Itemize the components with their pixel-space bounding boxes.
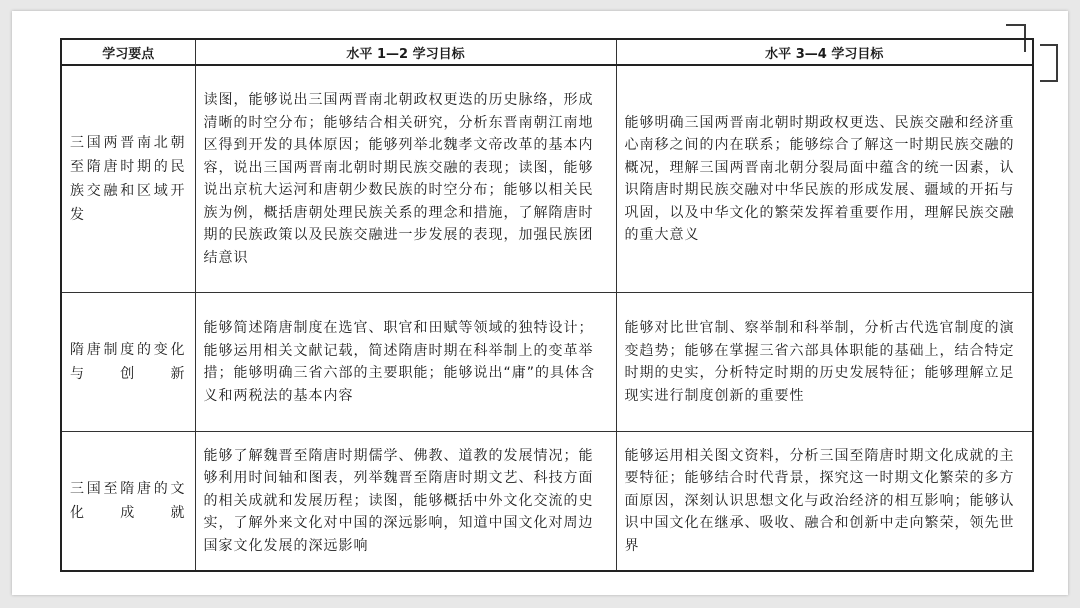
- learning-objectives-table: [60, 38, 1034, 572]
- row-level-1-2: 能够简述隋唐制度在选官、职官和田赋等领域的独特设计；能够运用相关文献记载，简述隋唐时期在科举制上的变革举措；能够明确三省六部的主要职能；能够说出“庸”的具体含义和两税法的基本内容: [195, 293, 616, 432]
- row-level-3-4: 能够对比世官制、察举制和科举制，分析古代选官制度的演变趋势；能够在掌握三省六部具体职能的基础上，结合特定时期的史实，分析特定时期的历史发展特征；能够理解立足现实进行制度创新的重要性: [616, 293, 1033, 432]
- row-topic: 隋唐制度的变化与创新: [61, 293, 195, 432]
- table-row: [61, 432, 1033, 572]
- row-level-1-2: 读图，能够说出三国两晋南北朝政权更迭的历史脉络，形成清晰的时空分布；能够结合相关研究，分析东晋南朝江南地区得到开发的具体原因；能够列举北魏孝文帝改革的基本内容，说出三国两晋南北朝时期民族交融的表现；读图，能够说出京杭大运河和唐朝少数民族的时空分布；能够以相关民族为例，概括唐朝处理民族关系的理念和措施，了解隋唐时期的民族政策以及民族交融进一步发展的表现，加强民族团结意识: [195, 65, 616, 293]
- table-header-row: [61, 39, 1033, 65]
- row-level-3-4: 能够明确三国两晋南北朝时期政权更迭、民族交融和经济重心南移之间的内在联系；能够综合了解这一时期民族交融的概况，理解三国两晋南北朝分裂局面中蕴含的统一因素，认识隋唐时期民族交融对中华民族的形成发展、疆域的开拓与巩固，以及中华文化的繁荣发挥着重要作用，理解民族交融的重大意义: [616, 65, 1033, 293]
- header-key-points: 学习要点: [61, 39, 195, 65]
- table-row: [61, 65, 1033, 293]
- row-level-3-4: 能够运用相关图文资料，分析三国至隋唐时期文化成就的主要特征；能够结合时代背景，探究这一时期文化繁荣的多方面原因，深刻认识思想文化与政治经济的相互影响；能够认识中国文化在继承、吸收、融合和创新中走向繁荣，领先世界: [616, 432, 1033, 572]
- table-row: [61, 293, 1033, 432]
- header-level-3-4: 水平 3—4 学习目标: [616, 39, 1033, 65]
- row-level-1-2: 能够了解魏晋至隋唐时期儒学、佛教、道教的发展情况；能够利用时间轴和图表，列举魏晋至隋唐时期文艺、科技方面的相关成就和发展历程；读图，能够概括中外文化交流的史实，了解外来文化对中国的深远影响，知道中国文化对周边国家文化发展的深远影响: [195, 432, 616, 572]
- row-topic: 三国至隋唐的文化成就: [61, 432, 195, 572]
- corner-bracket-decoration: [1040, 44, 1058, 82]
- row-topic: 三国两晋南北朝至隋唐时期的民族交融和区域开发: [61, 65, 195, 293]
- header-level-1-2: 水平 1—2 学习目标: [195, 39, 616, 65]
